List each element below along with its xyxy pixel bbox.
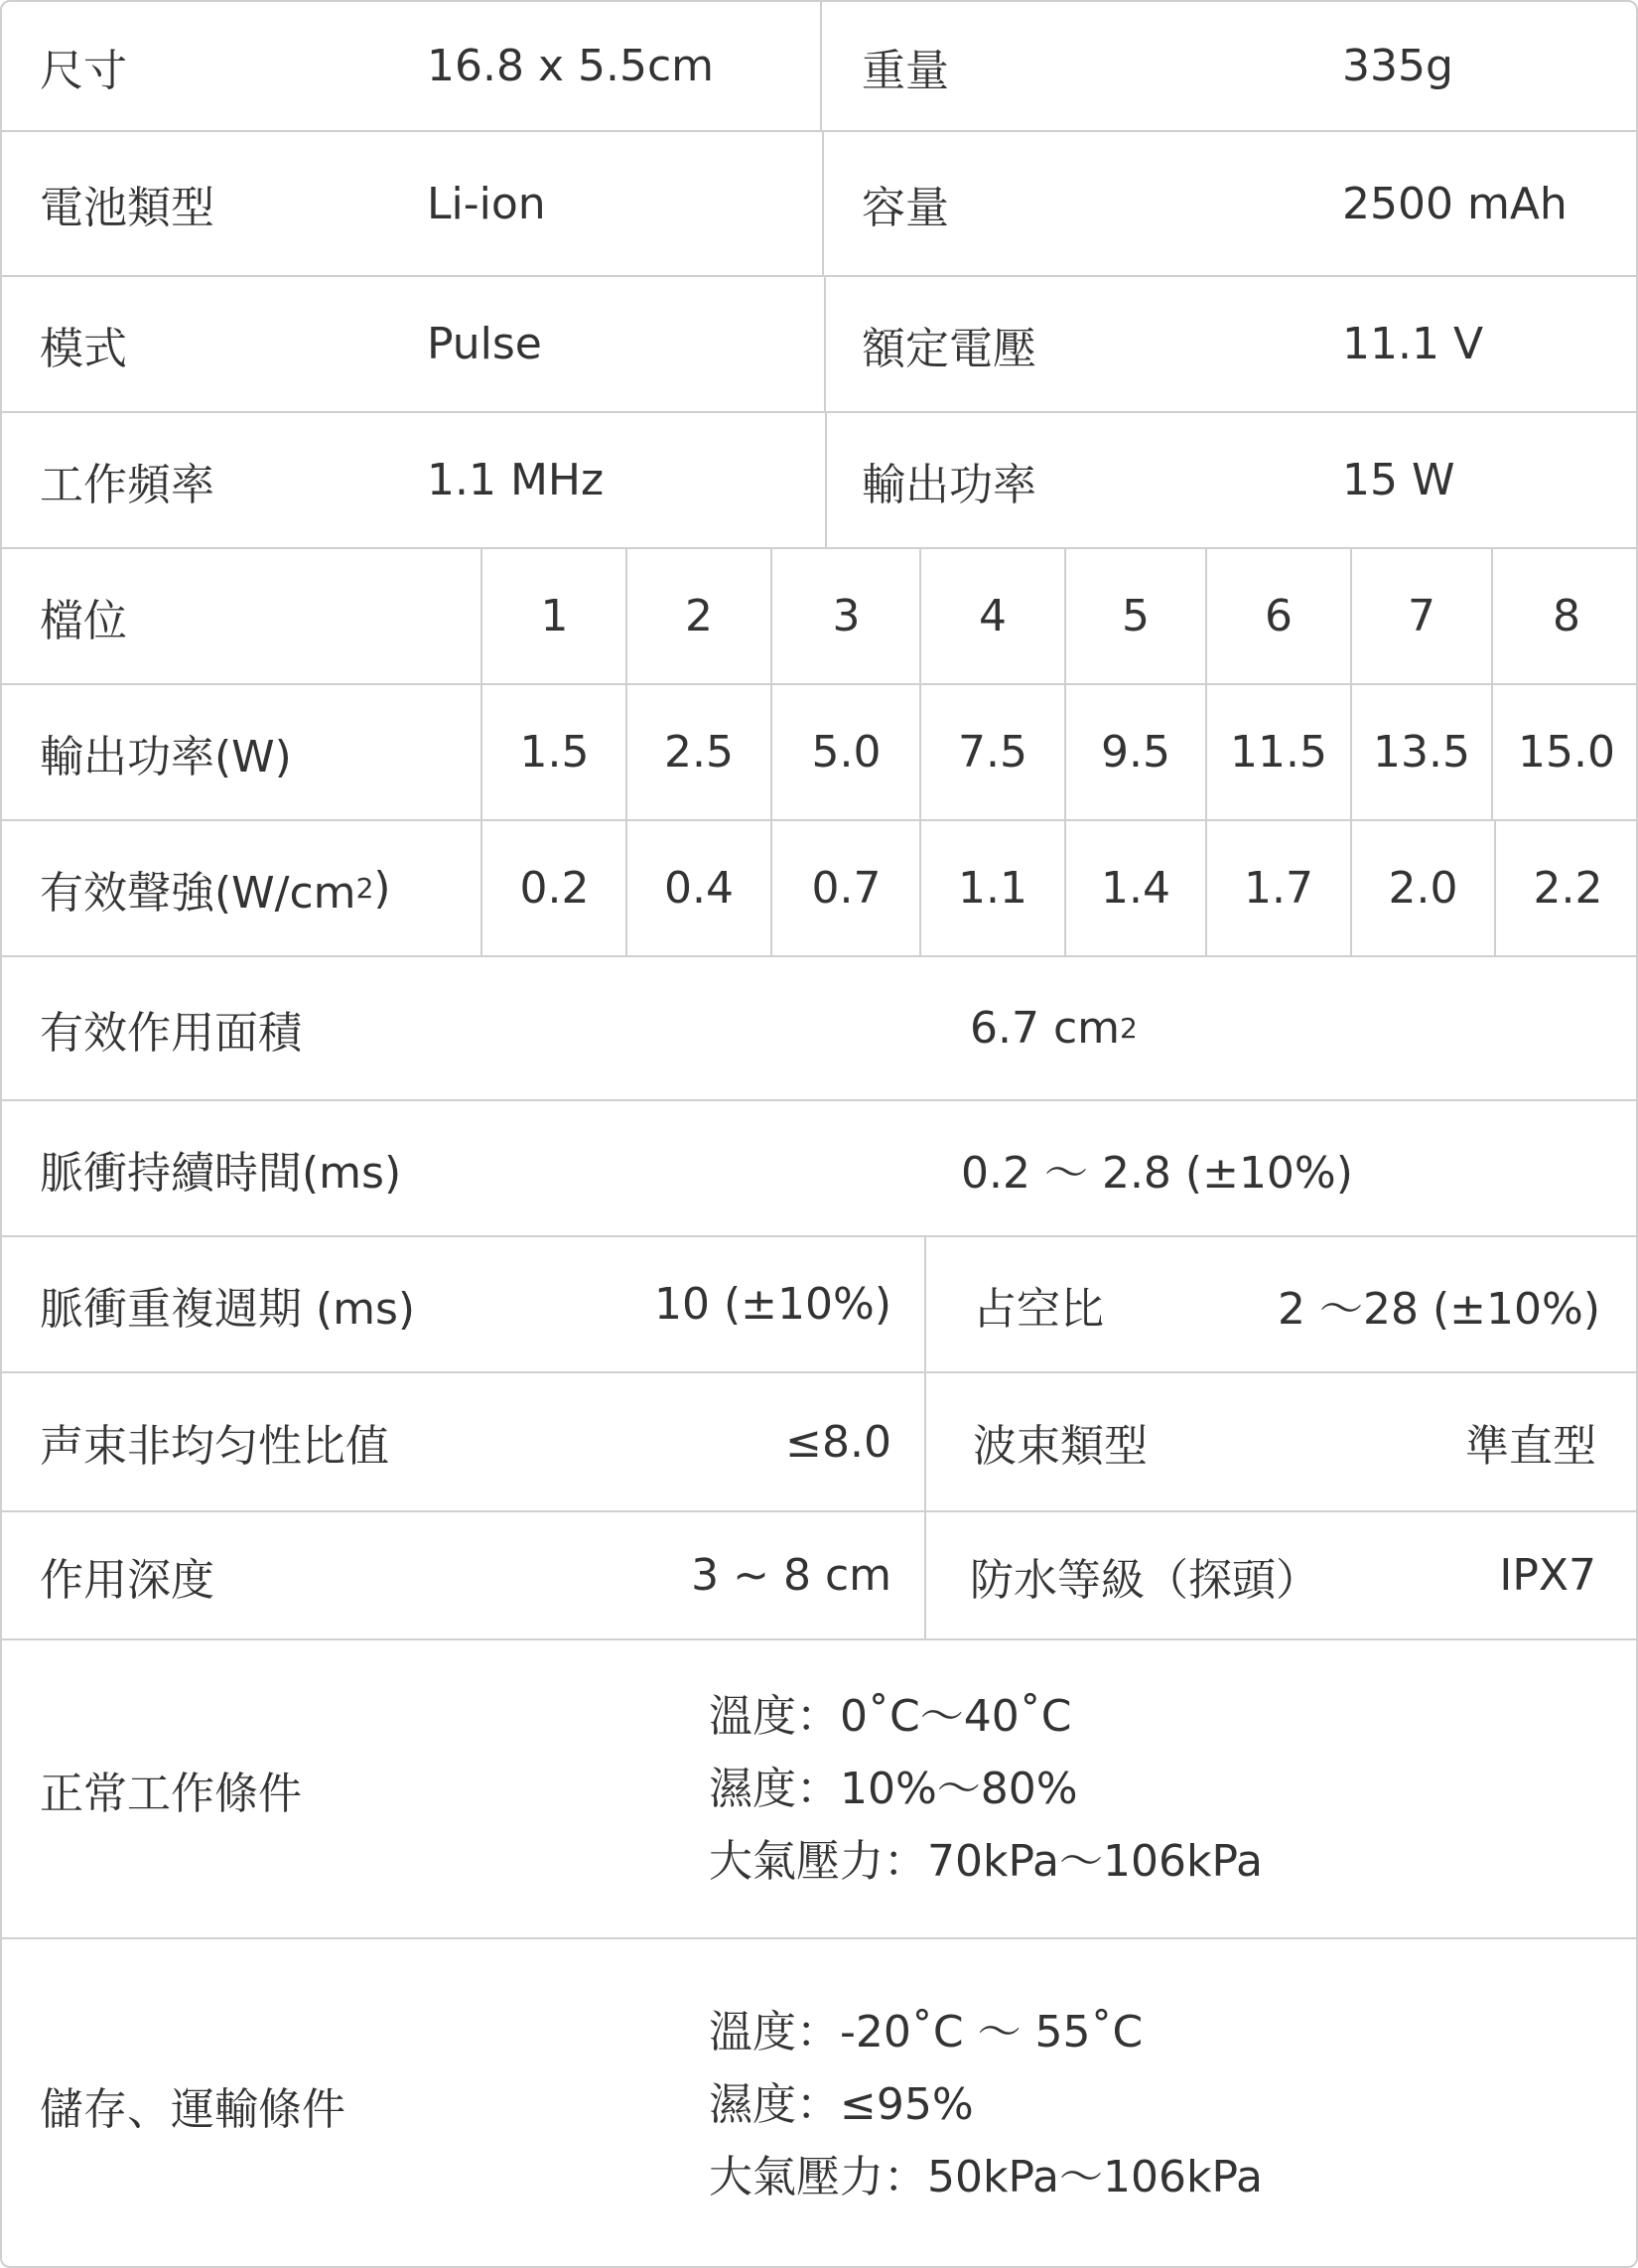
intensity-label [40,821,391,955]
weight-label: 重量 [862,45,949,96]
spec-row-battery-capacity [2,132,1636,277]
waterproof-label: 防水等級（探頭） [970,1554,1319,1606]
mode-label: 模式 [40,323,127,374]
operating-humidity: 濕度：10%～80% [709,1764,1078,1814]
beam-value: 準直型 [1465,1421,1596,1472]
size-value: 16.8 x 5.5cm [427,41,715,91]
battery-label: 電池類型 [40,183,214,233]
pulse-duration-label: 脈衝持續時間(ms) [40,1147,402,1199]
frequency-label: 工作頻率 [40,459,214,510]
nonuniform-value: ≤8.0 [785,1416,891,1468]
spec-row-storage-conditions [2,1939,1636,2268]
level-value: 2 [685,591,713,641]
level-value: 1 [540,591,569,641]
spec-row-pulse-period-duty [2,1237,1636,1373]
area-value-main: 6.7 cm [970,1003,1121,1054]
beam-label: 波束類型 [973,1421,1148,1472]
intensity-value: 1.1 [958,863,1027,914]
storage-label: 儲存、運輸條件 [40,2083,345,2135]
voltage-label: 額定電壓 [862,323,1036,374]
output-value: 2.5 [664,727,734,778]
pulse-period-label: 脈衝重複週期 (ms) [40,1283,416,1335]
output-value: 13.5 [1373,727,1470,778]
duty-label: 占空比 [973,1283,1104,1335]
operating-pressure: 大氣壓力：70kPa～106kPa [709,1836,1263,1887]
storage-temperature: 溫度：-20˚C ～ 55˚C [709,2007,1144,2057]
level-value: 4 [979,591,1007,641]
divider [822,132,824,275]
spec-row-size-weight [2,2,1636,132]
divider [924,1373,926,1510]
level-value: 5 [1122,591,1150,641]
output-value: 9.5 [1101,727,1170,778]
intensity-label-sup: 2 [355,872,374,905]
output-label: 輸出功率(W) [40,731,292,782]
nonuniform-label: 声束非均匀性比值 [40,1421,389,1472]
power-label: 輸出功率 [862,459,1036,510]
operating-temperature: 溫度：0˚C～40˚C [709,1691,1072,1742]
depth-label: 作用深度 [40,1554,214,1606]
capacity-value: 2500 mAh [1342,178,1568,229]
intensity-value: 0.2 [519,863,590,914]
area-value-sup: 2 [1120,1012,1138,1045]
level-value: 3 [832,591,861,641]
storage-pressure: 大氣壓力：50kPa～106kPa [709,2152,1263,2202]
storage-conditions-list [709,1939,1263,2268]
level-value: 7 [1408,591,1435,641]
area-label: 有效作用面積 [40,1007,302,1059]
pulse-duration-value: 0.2 ～ 2.8 (±10%) [961,1147,1353,1199]
level-value: 6 [1265,591,1293,641]
divider [825,413,827,547]
battery-value: Li-ion [427,178,546,229]
area-value [970,957,1138,1099]
divider [820,2,822,130]
spec-row-mode-voltage [2,277,1636,413]
pulse-period-value: 10 (±10%) [654,1279,891,1330]
duty-value: 2 ～28 (±10%) [1278,1283,1600,1335]
output-value: 11.5 [1230,727,1327,778]
intensity-value: 1.7 [1244,863,1313,914]
divider [824,277,826,411]
spec-row-levels [2,549,1636,685]
size-label: 尺寸 [40,45,127,96]
mode-value: Pulse [427,319,542,369]
voltage-value: 11.1 V [1342,319,1484,369]
frequency-value: 1.1 MHz [427,455,605,505]
level-label: 檔位 [40,595,127,646]
intensity-value: 2.2 [1533,863,1603,914]
spec-row-frequency-power [2,413,1636,549]
capacity-label: 容量 [862,183,949,233]
weight-value: 335g [1342,41,1453,91]
level-value: 8 [1553,591,1580,641]
waterproof-value: IPX7 [1499,1550,1596,1601]
storage-humidity: 濕度：≤95% [709,2079,974,2130]
output-value: 1.5 [519,727,590,778]
intensity-value: 0.4 [664,863,734,914]
output-value: 7.5 [958,727,1027,778]
output-value: 15.0 [1518,727,1615,778]
operating-label: 正常工作條件 [40,1768,302,1819]
output-value: 5.0 [811,727,882,778]
intensity-label-main: 有效聲強(W/cm [40,867,356,919]
spec-row-pulse-duration [2,1101,1636,1237]
intensity-label-end: ) [373,863,391,914]
spec-row-operating-conditions [2,1640,1636,1939]
depth-value: 3 ~ 8 cm [691,1550,891,1601]
divider [924,1237,926,1371]
spec-row-depth-waterproof [2,1512,1636,1640]
intensity-value: 2.0 [1388,863,1458,914]
intensity-value: 1.4 [1101,863,1170,914]
spec-row-intensity [2,821,1636,957]
spec-row-output-power [2,685,1636,821]
spec-row-nonuniform-beam [2,1373,1636,1512]
power-value: 15 W [1342,455,1455,505]
intensity-value: 0.7 [811,863,882,914]
divider [924,1512,926,1638]
operating-conditions-list [709,1640,1263,1937]
spec-row-effective-area [2,957,1636,1101]
